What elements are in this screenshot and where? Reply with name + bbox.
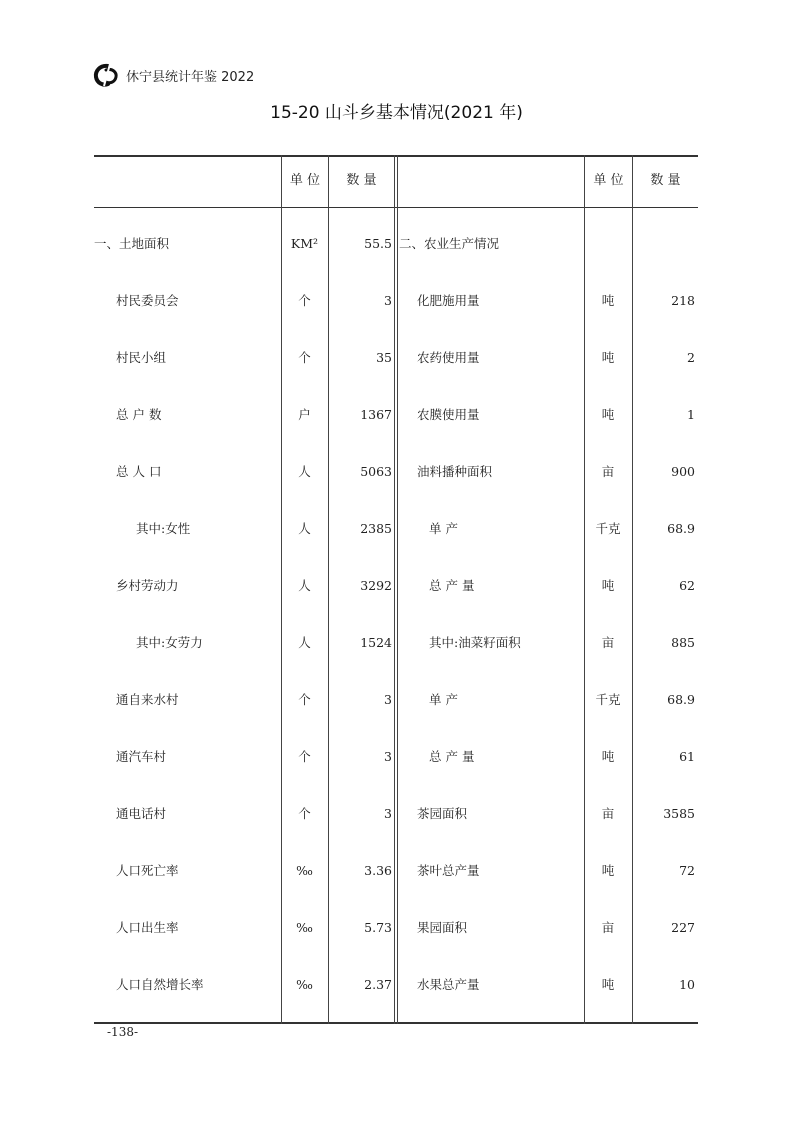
page-title: 15-20 山斗乡基本情况(2021 年) — [270, 103, 523, 123]
left-unit: 人 — [298, 464, 311, 479]
right-label: 茶园面积 — [417, 806, 468, 821]
right-label: 化肥施用量 — [417, 293, 480, 308]
left-label: 村民委员会 — [116, 293, 179, 308]
left-label: 其中:女劳力 — [136, 635, 203, 650]
table-row — [94, 671, 698, 728]
table-row — [94, 329, 698, 386]
left-label: 乡村劳动力 — [116, 578, 179, 593]
right-unit — [584, 215, 632, 272]
header-unit-right: 单 位 — [593, 173, 624, 188]
left-label: 人口死亡率 — [116, 863, 179, 878]
table-row — [94, 728, 698, 785]
right-label: 二、农业生产情况 — [399, 236, 500, 251]
left-value: 3292 — [360, 578, 392, 593]
left-value: 3 — [384, 749, 392, 764]
right-label: 总 产 量 — [429, 749, 475, 764]
right-unit: 亩 — [601, 464, 615, 479]
left-unit: 个 — [298, 293, 311, 308]
right-value: 227 — [671, 920, 695, 935]
right-value: 68.9 — [667, 692, 695, 707]
left-unit: 个 — [298, 692, 311, 707]
right-unit: 亩 — [601, 806, 615, 821]
left-unit: 户 — [298, 407, 311, 422]
left-value: 35 — [376, 350, 392, 365]
right-value: 62 — [679, 578, 695, 593]
left-unit: ‰ — [296, 977, 313, 992]
left-value: 3 — [384, 692, 392, 707]
right-value — [634, 215, 695, 272]
left-value: 2.37 — [364, 977, 392, 992]
right-value: 900 — [671, 464, 695, 479]
left-label: 通汽车村 — [116, 749, 167, 764]
left-value: 1367 — [360, 407, 392, 422]
left-unit: 个 — [298, 806, 311, 821]
right-unit: 千克 — [595, 692, 621, 707]
right-label: 农膜使用量 — [417, 407, 480, 422]
page-number: -138- — [107, 1025, 139, 1039]
table-row — [94, 215, 698, 272]
left-label: 总 户 数 — [116, 407, 162, 422]
left-unit: 个 — [298, 350, 311, 365]
table-row — [94, 614, 698, 671]
table-row — [94, 785, 698, 842]
left-label: 人口自然增长率 — [116, 977, 204, 992]
left-value: 55.5 — [364, 236, 392, 251]
left-unit: 人 — [298, 578, 311, 593]
table-row — [94, 443, 698, 500]
right-label: 油料播种面积 — [417, 464, 493, 479]
right-unit: 吨 — [601, 578, 615, 593]
left-value: 3.36 — [364, 863, 392, 878]
left-unit: ‰ — [296, 863, 313, 878]
stats-table — [94, 155, 698, 1024]
table-header-rule — [94, 207, 698, 208]
right-value: 1 — [687, 407, 695, 422]
right-value: 2 — [687, 350, 695, 365]
right-unit: 亩 — [601, 635, 615, 650]
left-label: 人口出生率 — [116, 920, 179, 935]
right-value: 885 — [671, 635, 695, 650]
right-label: 水果总产量 — [417, 977, 480, 992]
right-label: 茶叶总产量 — [417, 863, 480, 878]
table-row — [94, 500, 698, 557]
right-unit: 亩 — [601, 920, 615, 935]
right-unit: 吨 — [601, 977, 615, 992]
left-label: 村民小组 — [116, 350, 167, 365]
table-row — [94, 899, 698, 956]
left-value: 2385 — [360, 521, 392, 536]
left-value: 3 — [384, 293, 392, 308]
left-value: 3 — [384, 806, 392, 821]
right-label: 果园面积 — [417, 920, 468, 935]
table-row — [94, 557, 698, 614]
left-unit: 个 — [298, 749, 311, 764]
right-value: 3585 — [663, 806, 695, 821]
header-value-right: 数 量 — [650, 173, 681, 188]
right-unit: 吨 — [601, 350, 615, 365]
table-row — [94, 956, 698, 1013]
left-label: 其中:女性 — [136, 521, 191, 536]
right-label: 总 产 量 — [429, 578, 475, 593]
left-label: 通电话村 — [116, 806, 167, 821]
table-row — [94, 272, 698, 329]
left-unit: 人 — [298, 521, 311, 536]
right-unit: 吨 — [601, 749, 615, 764]
right-unit: 吨 — [601, 293, 615, 308]
left-label: 通自来水村 — [116, 692, 179, 707]
right-value: 10 — [679, 977, 695, 992]
header-value-left: 数 量 — [346, 173, 377, 188]
header-unit-left: 单 位 — [289, 173, 321, 188]
left-label: 总 人 口 — [116, 464, 162, 479]
table-bottom-rule — [94, 1022, 698, 1024]
right-unit: 吨 — [601, 407, 615, 422]
right-value: 72 — [679, 863, 695, 878]
left-unit: ‰ — [296, 920, 313, 935]
right-label: 单 产 — [429, 692, 458, 707]
right-value: 61 — [679, 749, 695, 764]
right-label: 其中:油菜籽面积 — [429, 635, 521, 650]
table-row — [94, 386, 698, 443]
left-unit: 人 — [298, 635, 311, 650]
book-title: 休宁县统计年鉴 2022 — [126, 69, 255, 85]
left-value: 5.73 — [364, 920, 392, 935]
left-label: 一、土地面积 — [94, 236, 170, 251]
right-value: 218 — [671, 293, 695, 308]
right-unit: 吨 — [601, 863, 615, 878]
left-value: 5063 — [360, 464, 392, 479]
right-value: 68.9 — [667, 521, 695, 536]
left-unit: KM² — [290, 236, 319, 251]
right-label: 农药使用量 — [417, 350, 480, 365]
page-header — [92, 60, 254, 90]
right-label: 单 产 — [429, 521, 458, 536]
yearbook-logo-icon — [92, 62, 122, 88]
left-value: 1524 — [360, 635, 392, 650]
table-row — [94, 842, 698, 899]
right-unit: 千克 — [595, 521, 621, 536]
